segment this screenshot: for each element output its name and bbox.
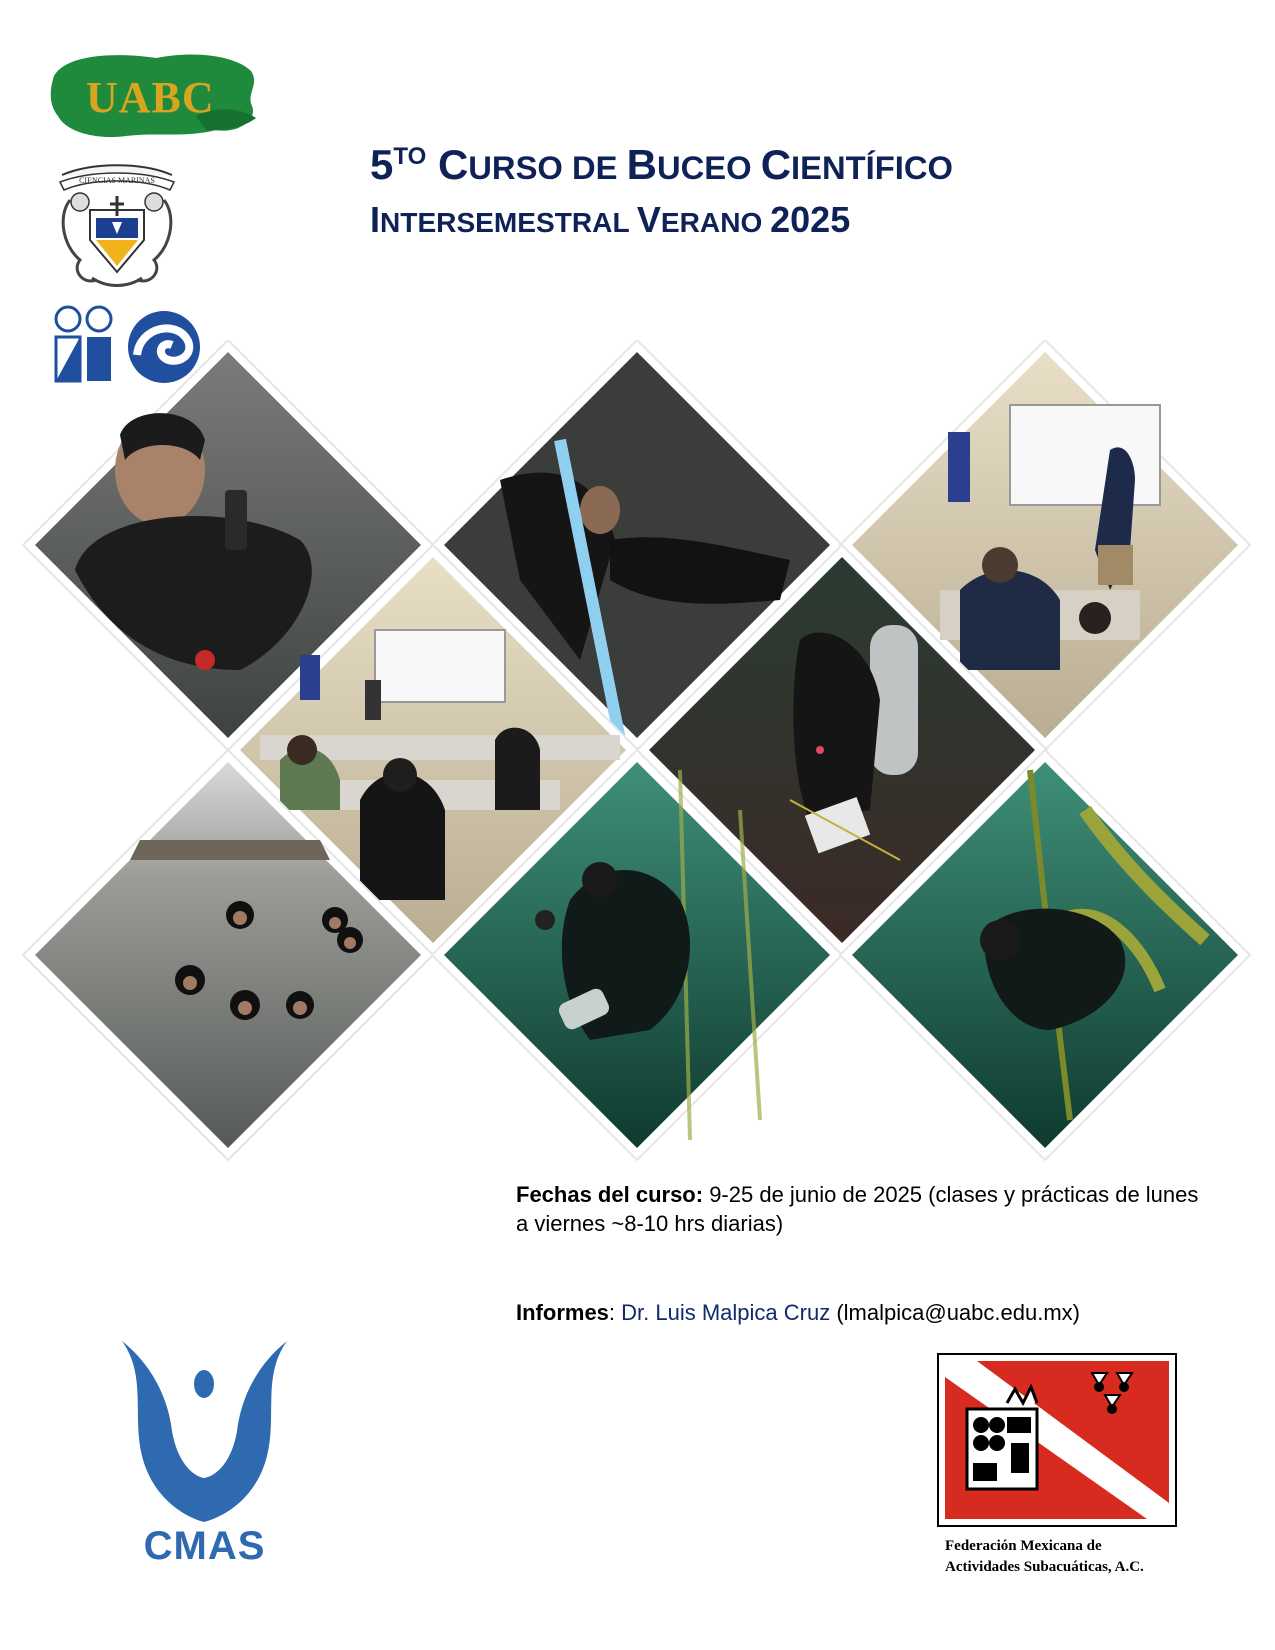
ciencias-marinas-seal <box>52 160 182 295</box>
fmas-caption-line-2: Actividades Subacuáticas, A.C. <box>945 1559 1144 1575</box>
course-dates <box>516 1180 1216 1238</box>
title-line-2 <box>370 197 953 246</box>
title-v: V <box>636 199 661 240</box>
title-i: I <box>370 199 381 240</box>
fmas-caption <box>945 1536 1144 1578</box>
cmas-emblem-icon <box>112 1336 297 1526</box>
contact-separator: : <box>608 1300 622 1325</box>
seal-text: CIENCIAS MARINAS <box>79 176 155 185</box>
fmas-caption-line-1: Federación Mexicana de <box>945 1538 1102 1554</box>
title-ntersemestral: NTERSEMESTRAL <box>380 207 637 238</box>
uabc-logo <box>46 46 266 146</box>
title-year: 2025 <box>770 199 851 240</box>
title-c2: C <box>760 141 792 188</box>
fmas-logo <box>937 1353 1177 1527</box>
photo-mosaic <box>0 340 1275 1170</box>
dates-value: 9-25 de junio de 2025 (clases y prácticas de lunes a viernes ~8-10 hrs diarias) <box>516 1182 1199 1236</box>
title-urso: URSO DE <box>468 149 627 186</box>
title-erano: ERANO <box>660 207 771 238</box>
title-uceo: UCEO <box>656 149 761 186</box>
title-line-1 <box>370 140 953 193</box>
title-number: 5 <box>370 141 394 188</box>
title-b: B <box>626 141 657 188</box>
dates-label: Fechas del curso: <box>516 1182 704 1207</box>
contact-email: (lmalpica@uabc.edu.mx) <box>830 1300 1080 1325</box>
seal-icon <box>52 160 182 295</box>
cmas-wordmark: CMAS <box>143 1524 266 1568</box>
title-ientifico: IENTÍFICO <box>791 149 953 186</box>
course-contact <box>516 1298 1216 1327</box>
title-c: C <box>437 141 469 188</box>
contact-name: Dr. Luis Malpica Cruz <box>621 1300 831 1325</box>
dive-flag-icon <box>937 1353 1177 1527</box>
uabc-wordmark: UABC <box>86 73 215 122</box>
title-ordinal: TO <box>393 143 427 170</box>
contact-label: Informes <box>516 1300 609 1325</box>
course-title <box>370 140 953 246</box>
